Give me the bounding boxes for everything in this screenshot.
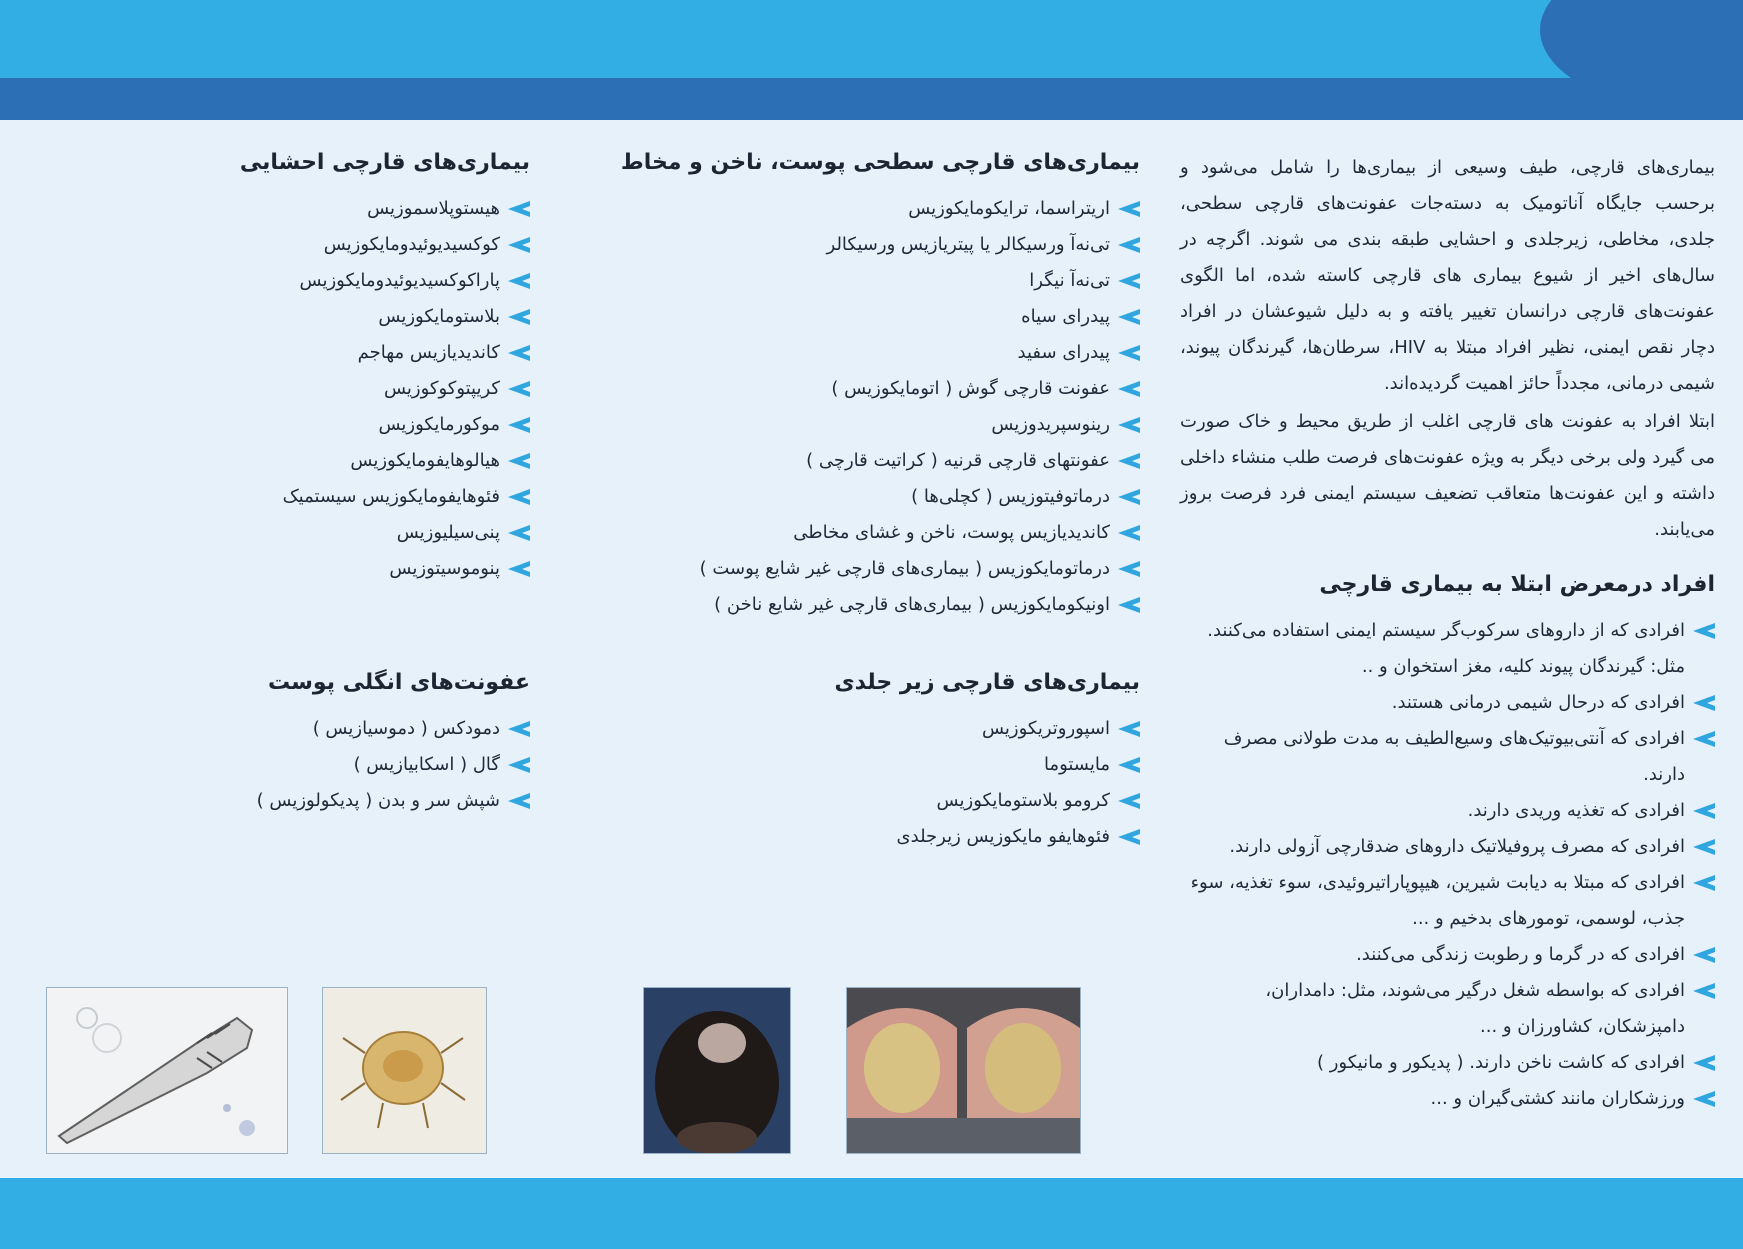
arrow-bullet-icon [1693, 695, 1715, 711]
risk-item: افرادی که در گرما و رطوبت زندگی می‌کنند. [1180, 937, 1715, 973]
arrow-bullet-icon [1118, 721, 1140, 737]
arrow-bullet-icon [1118, 597, 1140, 613]
risk-item: ورزشکاران مانند کشتی‌گیران و ... [1180, 1081, 1715, 1117]
parasitic-section [230, 670, 530, 819]
arrow-bullet-icon [1118, 793, 1140, 809]
arrow-bullet-icon [1118, 453, 1140, 469]
arrow-bullet-icon [508, 453, 530, 469]
list-item: اونیکومایکوزیس ( بیماری‌های قارچی غیر شایع ناخن ) [620, 587, 1140, 623]
arrow-bullet-icon [508, 237, 530, 253]
list-item: درماتومایکوزیس ( بیماری‌های قارچی غیر شایع پوست ) [620, 551, 1140, 587]
risk-title: افراد درمعرض ابتلا به بیماری قارچی [1319, 572, 1715, 597]
list-item: اریتراسما، ترایکومایکوزیس [620, 191, 1140, 227]
systemic-title: بیماری‌های قارچی احشایی [239, 150, 530, 175]
arrow-bullet-icon [508, 309, 530, 325]
risk-item: افرادی که آنتی‌بیوتیک‌های وسیع‌الطیف به مدت طولانی مصرف دارند. [1180, 721, 1715, 793]
arrow-bullet-icon [1118, 237, 1140, 253]
list-item: شپش سر و بدن ( پدیکولوزیس ) [230, 783, 530, 819]
list-item: رینوسپریدوزیس [620, 407, 1140, 443]
arrow-bullet-icon [1118, 757, 1140, 773]
arrow-bullet-icon [1118, 489, 1140, 505]
list-item: کوکسیدیوئیدومایکوزیس [230, 227, 530, 263]
header-stripe [0, 78, 1743, 120]
intro-paragraph-2: ابتلا افراد به عفونت های قارچی اغلب از طریق محیط و خاک صورت می گیرد ولی برخی دیگر به ویژه عفونت‌های فرصت طلب منشاء داخلی داشته و این عفونت‌ها متعاقب تضعیف سیستم ایمنی فرد فرصت بروز می‌یابند. [1180, 411, 1715, 540]
arrow-bullet-icon [508, 417, 530, 433]
list-item: عفونتهای قارچی قرنیه ( کراتیت قارچی ) [620, 443, 1140, 479]
arrow-bullet-icon [1118, 417, 1140, 433]
list-item: کریپتوکوکوزیس [230, 371, 530, 407]
intro-column [1180, 150, 1715, 1117]
arrow-bullet-icon [1118, 345, 1140, 361]
superficial-list [620, 191, 1140, 623]
list-item: موکورمایکوزیس [230, 407, 530, 443]
demodex-mite-photo [46, 987, 288, 1154]
list-item: بلاستومایکوزیس [230, 299, 530, 335]
list-item: کاندیدیازیس پوست، ناخن و غشای مخاطی [620, 515, 1140, 551]
arrow-bullet-icon [508, 721, 530, 737]
list-item: تی‌نه‌آ ورسیکالر یا پیتریازیس ورسیکالر [620, 227, 1140, 263]
risk-item: افرادی که بواسطه شغل درگیر می‌شوند، مثل: دامداران، دامپزشکان، کشاورزان و ... [1180, 973, 1715, 1045]
arrow-bullet-icon [508, 345, 530, 361]
list-item: تی‌نه‌آ نیگرا [620, 263, 1140, 299]
arrow-bullet-icon [1693, 839, 1715, 855]
arrow-bullet-icon [1118, 525, 1140, 541]
list-item: پنوموسیتوزیس [230, 551, 530, 587]
systemic-list [230, 191, 530, 587]
arrow-bullet-icon [508, 757, 530, 773]
list-item: عفونت قارچی گوش ( اتومایکوزیس ) [620, 371, 1140, 407]
footer-band [0, 1178, 1743, 1249]
arrow-bullet-icon [1118, 201, 1140, 217]
parasitic-title: عفونت‌های انگلی پوست [267, 670, 530, 695]
parasitic-list [230, 711, 530, 819]
arrow-bullet-icon [508, 273, 530, 289]
arrow-bullet-icon [508, 201, 530, 217]
risk-item: افرادی که از داروهای سرکوب‌گر سیستم ایمنی استفاده می‌کنند. مثل: گیرندگان پیوند کلیه، مغز استخوان و .. [1180, 613, 1715, 685]
list-item: کرومو بلاستومایکوزیس [620, 783, 1140, 819]
arrow-bullet-icon [1118, 273, 1140, 289]
tinea-capitis-photo [643, 987, 791, 1154]
arrow-bullet-icon [1118, 561, 1140, 577]
risk-item: افرادی که مبتلا به دیابت شیرین، هیپوپاراتیروئیدی، سوء تغذیه، سوء جذب، لوسمی، تومورهای بدخیم و ... [1180, 865, 1715, 937]
list-item: هیالوهایفومایکوزیس [230, 443, 530, 479]
list-item: هیستوپلاسموزیس [230, 191, 530, 227]
subcutaneous-title: بیماری‌های قارچی زیر جلدی [834, 670, 1140, 695]
risk-item: افرادی که درحال شیمی درمانی هستند. [1180, 685, 1715, 721]
arrow-bullet-icon [1118, 309, 1140, 325]
arrow-bullet-icon [508, 793, 530, 809]
risk-item: افرادی که کاشت ناخن دارند. ( پدیکور و مانیکور ) [1180, 1045, 1715, 1081]
arrow-bullet-icon [1693, 875, 1715, 891]
arrow-bullet-icon [1693, 1091, 1715, 1107]
risk-list [1180, 613, 1715, 1117]
risk-section [1180, 572, 1715, 1117]
arrow-bullet-icon [508, 561, 530, 577]
list-item: پاراکوکسیدیوئیدومایکوزیس [230, 263, 530, 299]
list-item: فئوهایفومایکوزیس سیستمیک [230, 479, 530, 515]
superficial-title: بیماری‌های قارچی سطحی پوست، ناخن و مخاط [620, 150, 1140, 175]
list-item: پنی‌سیلیوزیس [230, 515, 530, 551]
list-item: کاندیدیازیس مهاجم [230, 335, 530, 371]
arrow-bullet-icon [1118, 381, 1140, 397]
intro-paragraph-1: بیماری‌های قارچی، طیف وسیعی از بیماری‌ها را شامل می‌شود و برحسب جایگاه آناتومیک به دسته‌جات عفونت‌های قارچی سطحی، جلدی، مخاطی، زیرجلدی و احشایی طبقه بندی می شوند. اگرچه در سال‌های اخیر از شیوع بیماری های قارچی کاسته شده، اما الگوی عفونت‌های قارچی درانسان تغییر یافته و به دلیل شیوعشان در افراد دچار نقص ایمنی، نظیر افراد مبتلا به HIV، سرطان‌ها، گیرندگان پیوند، شیمی درمانی، مجدداً حائز اهمیت گردیده‌اند. [1180, 157, 1716, 394]
list-item: گال ( اسکابیازیس ) [230, 747, 530, 783]
onychomycosis-photo [846, 987, 1081, 1154]
arrow-bullet-icon [508, 525, 530, 541]
risk-item: افرادی که مصرف پروفیلاتیک داروهای ضدقارچی آزولی دارند. [1180, 829, 1715, 865]
arrow-bullet-icon [1693, 1055, 1715, 1071]
list-item: پیدرای سفید [620, 335, 1140, 371]
list-item: پیدرای سیاه [620, 299, 1140, 335]
header-band [0, 0, 1743, 78]
subcutaneous-list [620, 711, 1140, 855]
risk-item: افرادی که تغذیه وریدی دارند. [1180, 793, 1715, 829]
subcutaneous-section [620, 670, 1140, 855]
arrow-bullet-icon [1118, 829, 1140, 845]
scabies-mite-photo [322, 987, 487, 1154]
list-item: دمودکس ( دموسیازیس ) [230, 711, 530, 747]
arrow-bullet-icon [1693, 731, 1715, 747]
list-item: درماتوفیتوزیس ( کچلی‌ها ) [620, 479, 1140, 515]
arrow-bullet-icon [1693, 983, 1715, 999]
list-item: اسپوروتریکوزیس [620, 711, 1140, 747]
arrow-bullet-icon [508, 381, 530, 397]
arrow-bullet-icon [1693, 803, 1715, 819]
arrow-bullet-icon [1693, 947, 1715, 963]
arrow-bullet-icon [508, 489, 530, 505]
superficial-section [620, 150, 1140, 623]
arrow-bullet-icon [1693, 623, 1715, 639]
systemic-section [230, 150, 530, 587]
list-item: مایستوما [620, 747, 1140, 783]
list-item: فئوهایفو مایکوزیس زیرجلدی [620, 819, 1140, 855]
